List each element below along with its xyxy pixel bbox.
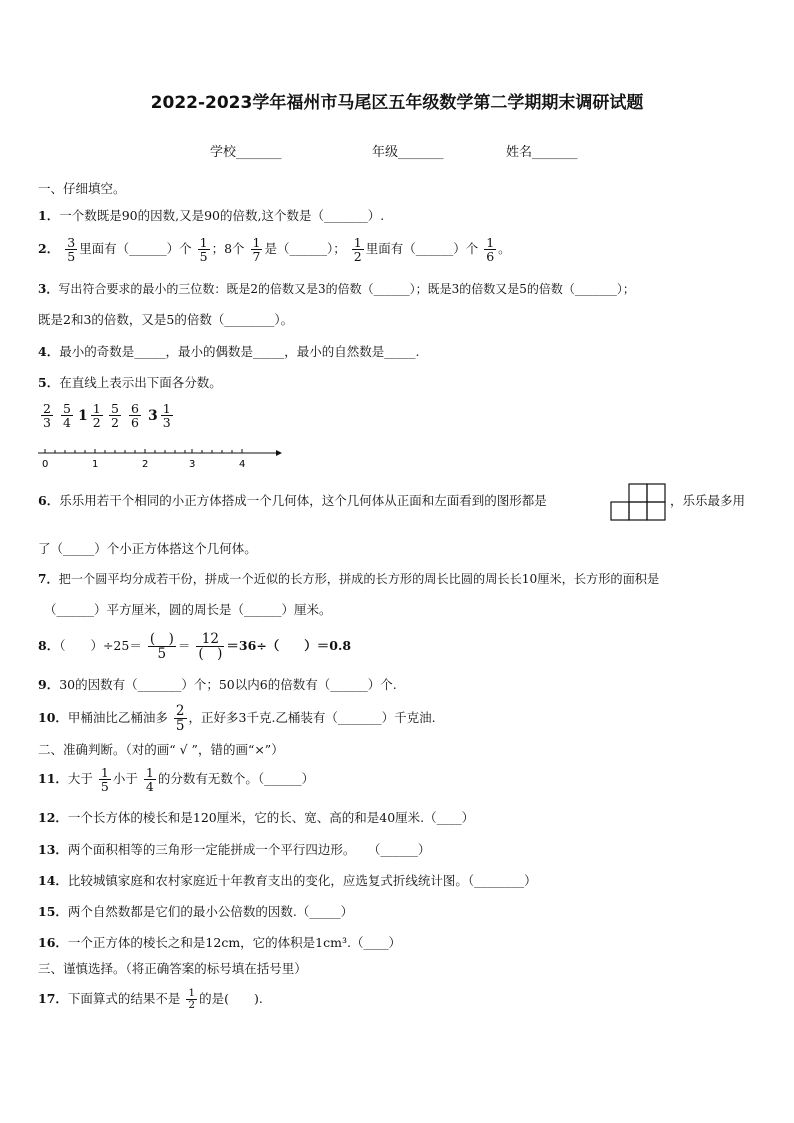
fraction-item: $\frac{5}{4}$ <box>63 401 71 431</box>
question-6-line-1-end: ，乐乐最多用 <box>670 493 746 508</box>
question-text: 里面有（______）个 <box>79 241 192 257</box>
question-text: ，正好多3千克.乙桶装有（_______）千克油. <box>188 710 436 726</box>
section-2-heading: 二、准确判断。（对的画“ √ ”，错的画“×”） <box>38 742 284 757</box>
question-text: 大于 <box>67 771 93 787</box>
question-17 <box>38 988 263 1011</box>
fraction: $\frac{1}{6}$ <box>486 235 495 265</box>
question-9 <box>38 679 397 692</box>
question-text: ＝36÷（ ）＝0.8 <box>226 638 352 654</box>
question-16 <box>38 937 401 950</box>
fraction: $\frac{2}{5}$ <box>175 703 185 735</box>
question-4 <box>38 346 419 359</box>
question-text: 30的因数有（_______）个；50以内6的倍数有（______）个. <box>59 677 397 692</box>
question-text: 最小的奇数是_____，最小的偶数是_____，最小的自然数是_____. <box>59 344 420 359</box>
question-14 <box>38 875 537 888</box>
question-11 <box>38 766 314 793</box>
fraction-item: $\frac{6}{6}$ <box>131 401 139 431</box>
fraction: $\frac{1}{2}$ <box>353 235 362 265</box>
question-6-line-1 <box>38 495 547 508</box>
question-number: 3． <box>38 282 59 296</box>
tick-label: 1 <box>92 459 99 470</box>
question-number: 14． <box>38 873 68 888</box>
question-number: 12． <box>38 810 68 825</box>
question-text: （ ）÷25＝ <box>59 638 142 654</box>
number-line-ticks <box>45 449 242 453</box>
question-10 <box>38 704 436 733</box>
question-1 <box>38 210 384 223</box>
question-number: 11． <box>38 771 68 787</box>
question-text: 是（______）； <box>264 241 346 257</box>
question-text: 一个正方体的棱长之和是12cm，它的体积是1cm³.（____） <box>67 935 401 950</box>
question-text: 一个数既是90的因数,又是90的倍数,这个数是（_______）. <box>59 208 385 223</box>
fraction: $\frac{1}{2}$ <box>188 987 196 1012</box>
question-text: ；8个 <box>211 241 245 257</box>
question-text: 。 <box>498 241 511 257</box>
question-15 <box>38 906 353 919</box>
question-text: 乐乐用若干个相同的小正方体搭成一个几何体，这个几何体从正面和左面看到的图形都是 <box>59 493 547 508</box>
fraction: $\frac{3}{5}$ <box>67 235 76 265</box>
number-line-fractions <box>38 402 298 438</box>
question-5 <box>38 377 222 390</box>
question-text: ＝ <box>177 638 191 654</box>
question-text: 比较城镇家庭和农村家庭近十年教育支出的变化，应选复式折线统计图。（________） <box>67 873 537 888</box>
question-7-line-1 <box>38 573 659 585</box>
question-13 <box>38 844 430 857</box>
fraction-item: 1 $\frac{1}{2}$ <box>78 401 101 431</box>
question-number: 6． <box>38 493 60 508</box>
question-number: 15． <box>38 904 68 919</box>
tick-label: 0 <box>42 459 49 470</box>
tick-label: 4 <box>239 459 246 470</box>
question-number: 2． <box>38 241 60 257</box>
fraction: $\frac{1}{5}$ <box>199 235 208 265</box>
question-3-line-2: 既是2和3的倍数，又是5的倍数（________）。 <box>38 312 294 327</box>
question-text: 把一个圆平均分成若干份，拼成一个近似的长方形，拼成的长方形的周长比圆的周长长10厘米，长方形的面积是 <box>58 572 660 586</box>
question-number: 7． <box>38 572 59 586</box>
grade-field[interactable]: 年级_______ <box>372 145 444 160</box>
name-field[interactable]: 姓名_______ <box>506 145 578 160</box>
question-text: 的分数有无数个。（______） <box>157 771 315 787</box>
question-number: 9． <box>38 677 60 692</box>
fraction-item: $\frac{5}{2}$ <box>111 401 119 431</box>
number-line <box>36 445 286 471</box>
fraction: $\frac{1}{7}$ <box>252 235 261 265</box>
fraction: $\frac{( )}{5}$ <box>149 631 174 663</box>
section-1-heading: 一、仔细填空。 <box>38 181 126 196</box>
question-number: 17． <box>38 991 68 1007</box>
question-text: 下面算式的结果不是 <box>67 991 181 1007</box>
question-12 <box>38 812 474 825</box>
school-field[interactable]: 学校_______ <box>210 145 282 160</box>
section-3-heading: 三、谨慎选择。（将正确答案的标号填在括号里） <box>38 961 307 976</box>
question-text: 小于 <box>112 771 138 787</box>
question-number: 10． <box>38 710 68 726</box>
question-text: 两个自然数都是它们的最小公倍数的因数.（_____） <box>67 904 354 919</box>
question-number: 1． <box>38 208 60 223</box>
arrow-icon <box>276 450 282 456</box>
fraction: $\frac{12}{( )}$ <box>198 631 223 663</box>
question-3-line-1 <box>38 283 635 295</box>
question-text: 写出符合要求的最小的三位数：既是2的倍数又是3的倍数（______）；既是3的倍数又是5的倍数（_______）； <box>58 282 635 296</box>
question-text: 一个长方体的棱长和是120厘米，它的长、宽、高的和是40厘米.（____） <box>67 810 475 825</box>
question-text: 在直线上表示出下面各分数。 <box>59 375 222 390</box>
question-2 <box>38 236 511 263</box>
question-text: 里面有（______）个 <box>365 241 479 257</box>
page-title: 2022-2023学年福州市马尾区五年级数学第二学期期末调研试题 <box>150 93 644 113</box>
question-text: 两个面积相等的三角形一定能拼成一个平行四边形。 （______） <box>67 842 431 857</box>
question-6-line-2: 了（_____）个小正方体搭这个几何体。 <box>38 541 257 556</box>
cube-view-figure <box>610 483 666 522</box>
question-number: 16． <box>38 935 68 950</box>
question-number: 13． <box>38 842 68 857</box>
fraction-item: 3 $\frac{1}{3}$ <box>148 401 171 431</box>
question-number: 4． <box>38 344 60 359</box>
fraction: $\frac{1}{4}$ <box>145 765 154 795</box>
tick-label: 2 <box>142 459 149 470</box>
question-number: 8． <box>38 638 60 654</box>
question-text: 的是( ). <box>199 991 263 1007</box>
question-8 <box>38 632 351 661</box>
tick-label: 3 <box>189 459 196 470</box>
fraction: $\frac{1}{5}$ <box>100 765 109 795</box>
fraction-item: $\frac{2}{3}$ <box>43 401 51 431</box>
question-7-line-2: （______）平方厘米，圆的周长是（______）厘米。 <box>44 602 332 617</box>
question-text: 甲桶油比乙桶油多 <box>67 710 168 726</box>
question-number: 5． <box>38 375 60 390</box>
